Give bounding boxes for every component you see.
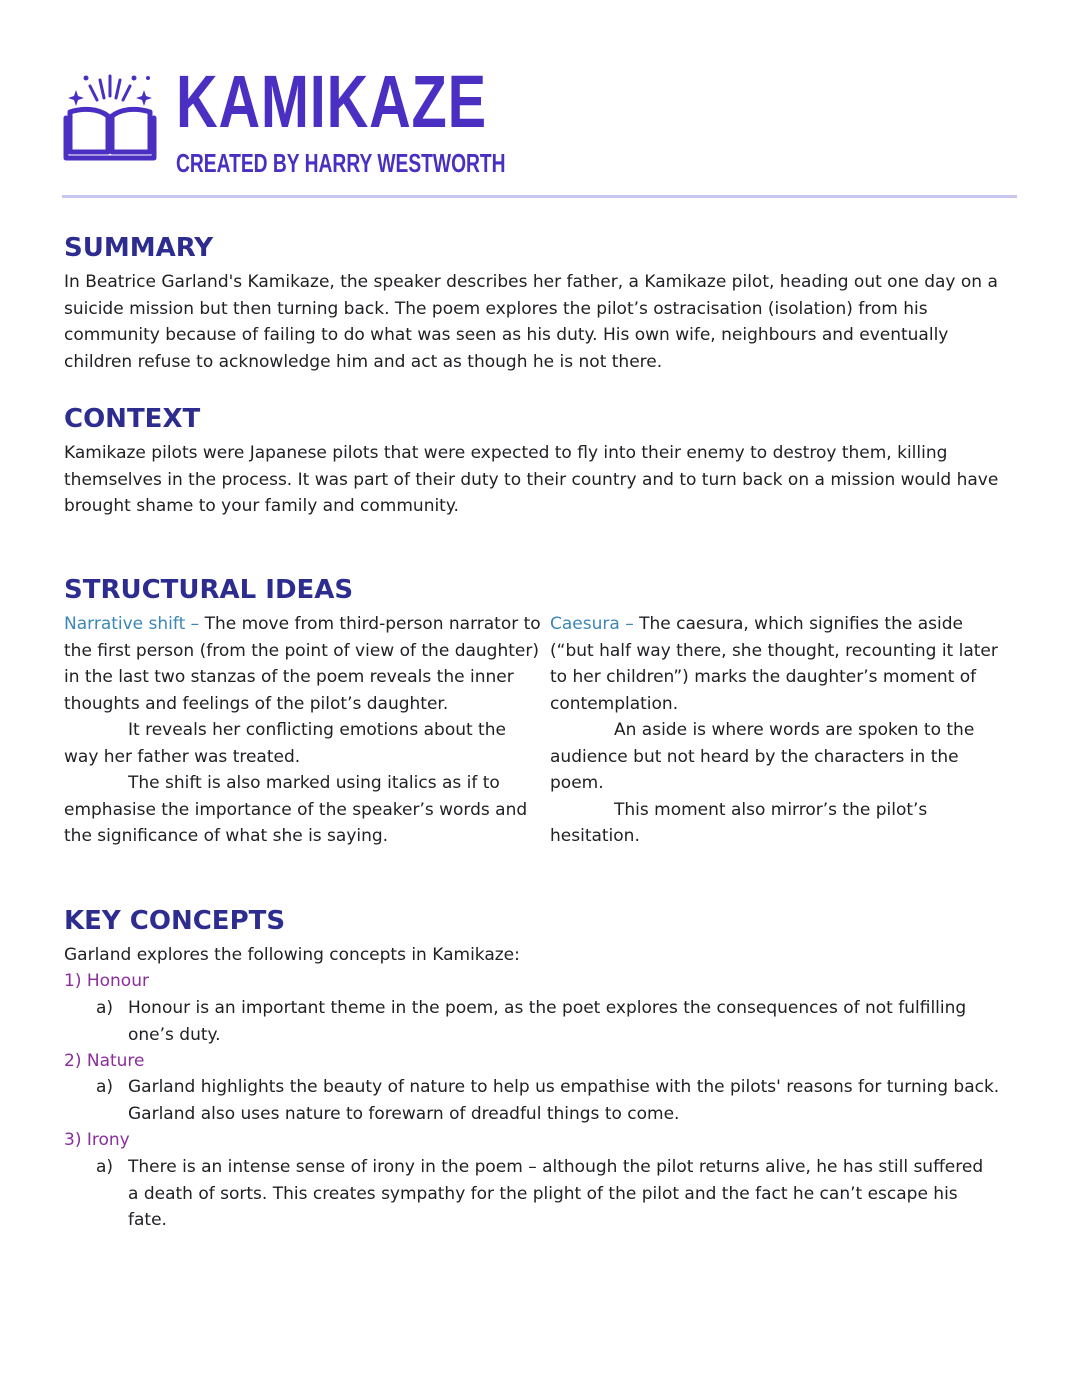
concept-nature-detail [96, 1074, 1016, 1127]
narrative-shift-column [64, 611, 542, 850]
list-marker: a) [96, 1077, 114, 1097]
list-marker: a) [96, 1157, 114, 1177]
narrative-shift-term: Narrative shift – [64, 614, 205, 634]
concept-honour-detail [96, 995, 1016, 1048]
key-concepts-intro: Garland explores the following concepts in Kamikaze: [64, 945, 520, 965]
open-book-sparkles-icon [62, 66, 158, 162]
context-heading: CONTEXT [64, 404, 201, 434]
summary-heading: SUMMARY [64, 233, 214, 263]
concept-irony: 3) Irony [64, 1130, 130, 1150]
structural-ideas-heading: STRUCTURAL IDEAS [64, 575, 354, 605]
concept-honour: 1) Honour [64, 971, 149, 991]
caesura-term: Caesura – [550, 614, 640, 634]
list-marker: a) [96, 998, 114, 1018]
concept-irony-text: There is an intense sense of irony in the poem – although the pilot returns alive, he has still suffered a death of sorts. This creates sympathy for the plight of the pilot and the fact he can’t escape his fate. [128, 1157, 984, 1230]
concept-irony-detail [96, 1154, 996, 1234]
narrative-shift-p2: It reveals her conflicting emotions about the way her father was treated. [64, 720, 506, 767]
narrative-shift-p3: The shift is also marked using italics as if to emphasise the importance of the speaker’s words and the significance of what she is saying. [64, 773, 528, 846]
narrative-shift-p1: The move from third-person narrator to the first person (from the point of view of the daughter) in the last two stanzas of the poem reveals the inner thoughts and feelings of the pilot’s daughter. [64, 614, 541, 714]
concept-nature-text: Garland highlights the beauty of nature to help us empathise with the pilots' reasons for turning back. Garland also uses nature to forewarn of dreadful things to come. [128, 1077, 1000, 1124]
caesura-p3: This moment also mirror’s the pilot’s hesitation. [550, 799, 928, 846]
header-divider [62, 195, 1017, 198]
caesura-p1: The caesura, which signifies the aside (“but half way there, she thought, recounting it later to her children”) marks the daughter’s moment of contemplation. [550, 614, 998, 714]
concept-nature: 2) Nature [64, 1051, 145, 1071]
concept-honour-text: Honour is an important theme in the poem, as the poet explores the consequences of not fulfilling one’s duty. [128, 998, 967, 1045]
caesura-column [550, 611, 1002, 850]
caesura-p2: An aside is where words are spoken to the audience but not heard by the characters in the poem. [550, 720, 975, 793]
key-concepts-heading: KEY CONCEPTS [64, 906, 286, 936]
context-text: Kamikaze pilots were Japanese pilots that were expected to fly into their enemy to destroy them, killing themselves in the process. It was part of their duty to their country and to turn back on a mission would have brought shame to your family and community. [64, 443, 999, 516]
page-title: KAMIKAZE [176, 60, 487, 143]
author-byline: CREATED BY HARRY WESTWORTH [176, 148, 506, 178]
summary-text: In Beatrice Garland's Kamikaze, the speaker describes her father, a Kamikaze pilot, heading out one day on a suicide mission but then turning back. The poem explores the pilot’s ostracisation (isolation) from his community because of failing to do what was seen as his duty. His own wife, neighbours and eventually children refuse to acknowledge him and act as though he is not there. [64, 272, 998, 372]
